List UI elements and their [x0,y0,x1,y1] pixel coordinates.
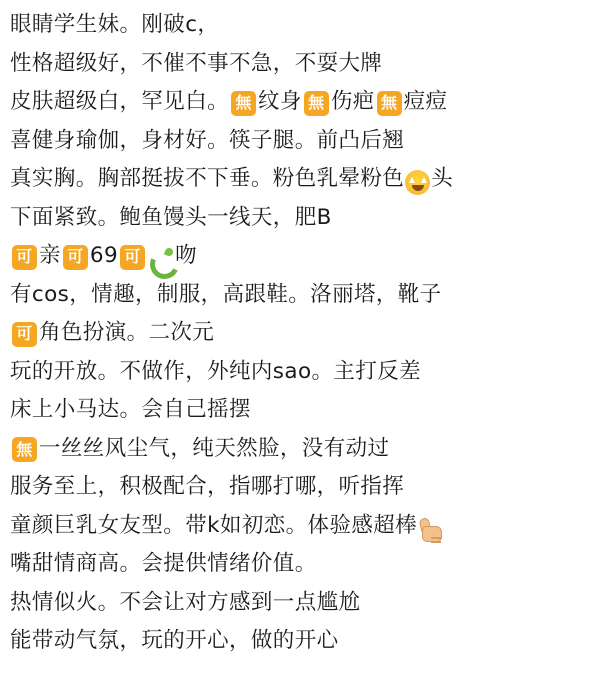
badge-ke-icon: 可 [120,245,145,270]
text-run: 床上小马达。会自己摇摆 [10,397,251,422]
text-line [10,160,590,199]
text-run: 皮肤超级白，罕见白。 [10,89,230,114]
text-line [10,122,590,161]
text-run: 童颜巨乳女友型。带k如初恋。体验感超棒 [10,512,418,538]
text-run: 眼睛学生妹。刚破c， [10,12,220,37]
text-line [10,430,590,469]
badge-wu-icon: 無 [377,91,402,116]
text-run: 嘴甜情商高。会提供情绪价值。 [10,551,317,576]
text-line [10,83,590,122]
text-line [10,237,590,276]
badge-wu-icon: 無 [12,437,37,462]
star-struck-face-emoji [405,170,430,195]
text-run: 痘痘 [403,89,448,114]
text-line [10,468,590,507]
text-run: 热情似火。不会让对方感到一点尴尬 [10,589,361,615]
text-line [10,45,590,84]
badge-wu-icon: 無 [231,91,256,116]
thumbs-up-emoji [419,517,445,543]
text-run: 服务至上，积极配合，指哪打哪，听指挥 [10,474,405,499]
text-run: 玩的开放。不做作，外纯内sao。主打反差 [10,358,422,384]
text-run: 吻 [175,243,197,268]
snake-emoji [148,247,174,271]
text-line [10,391,590,430]
text-run: 有cos，情趣，制服，高跟鞋。洛丽塔，靴子 [10,281,442,307]
text-run: 亲 [39,243,61,268]
text-line [10,199,590,238]
text-line [10,353,590,392]
badge-wu-icon: 無 [304,91,329,116]
text-line [10,314,590,353]
text-run: 真实胸。胸部挺拔不下垂。粉色乳晕粉色 [10,166,405,191]
text-run: 69 [89,243,119,268]
text-run: 一丝丝风尘气，纯天然脸，没有动过 [39,435,390,461]
text-line [10,276,590,315]
text-line [10,507,590,546]
badge-ke-icon: 可 [63,245,88,270]
badge-ke-icon: 可 [12,322,37,347]
text-run: 性格超级好，不催不事不急，不耍大牌 [10,50,383,76]
text-run: 伤疤 [330,89,375,114]
text-line [10,584,590,623]
text-run: 纹身 [258,89,302,114]
badge-ke-icon: 可 [12,245,37,270]
text-line [10,622,590,661]
text-run: 头 [431,166,454,191]
text-line [10,6,590,45]
text-run: 能带动气氛，玩的开心，做的开心 [10,628,339,653]
text-run: 角色扮演。二次元 [39,320,215,345]
text-run: 喜健身瑜伽，身材好。筷子腿。前凸后翘 [10,127,405,153]
text-run: 下面紧致。鲍鱼馒头一线天，肥B [10,204,332,230]
text-line [10,545,590,584]
